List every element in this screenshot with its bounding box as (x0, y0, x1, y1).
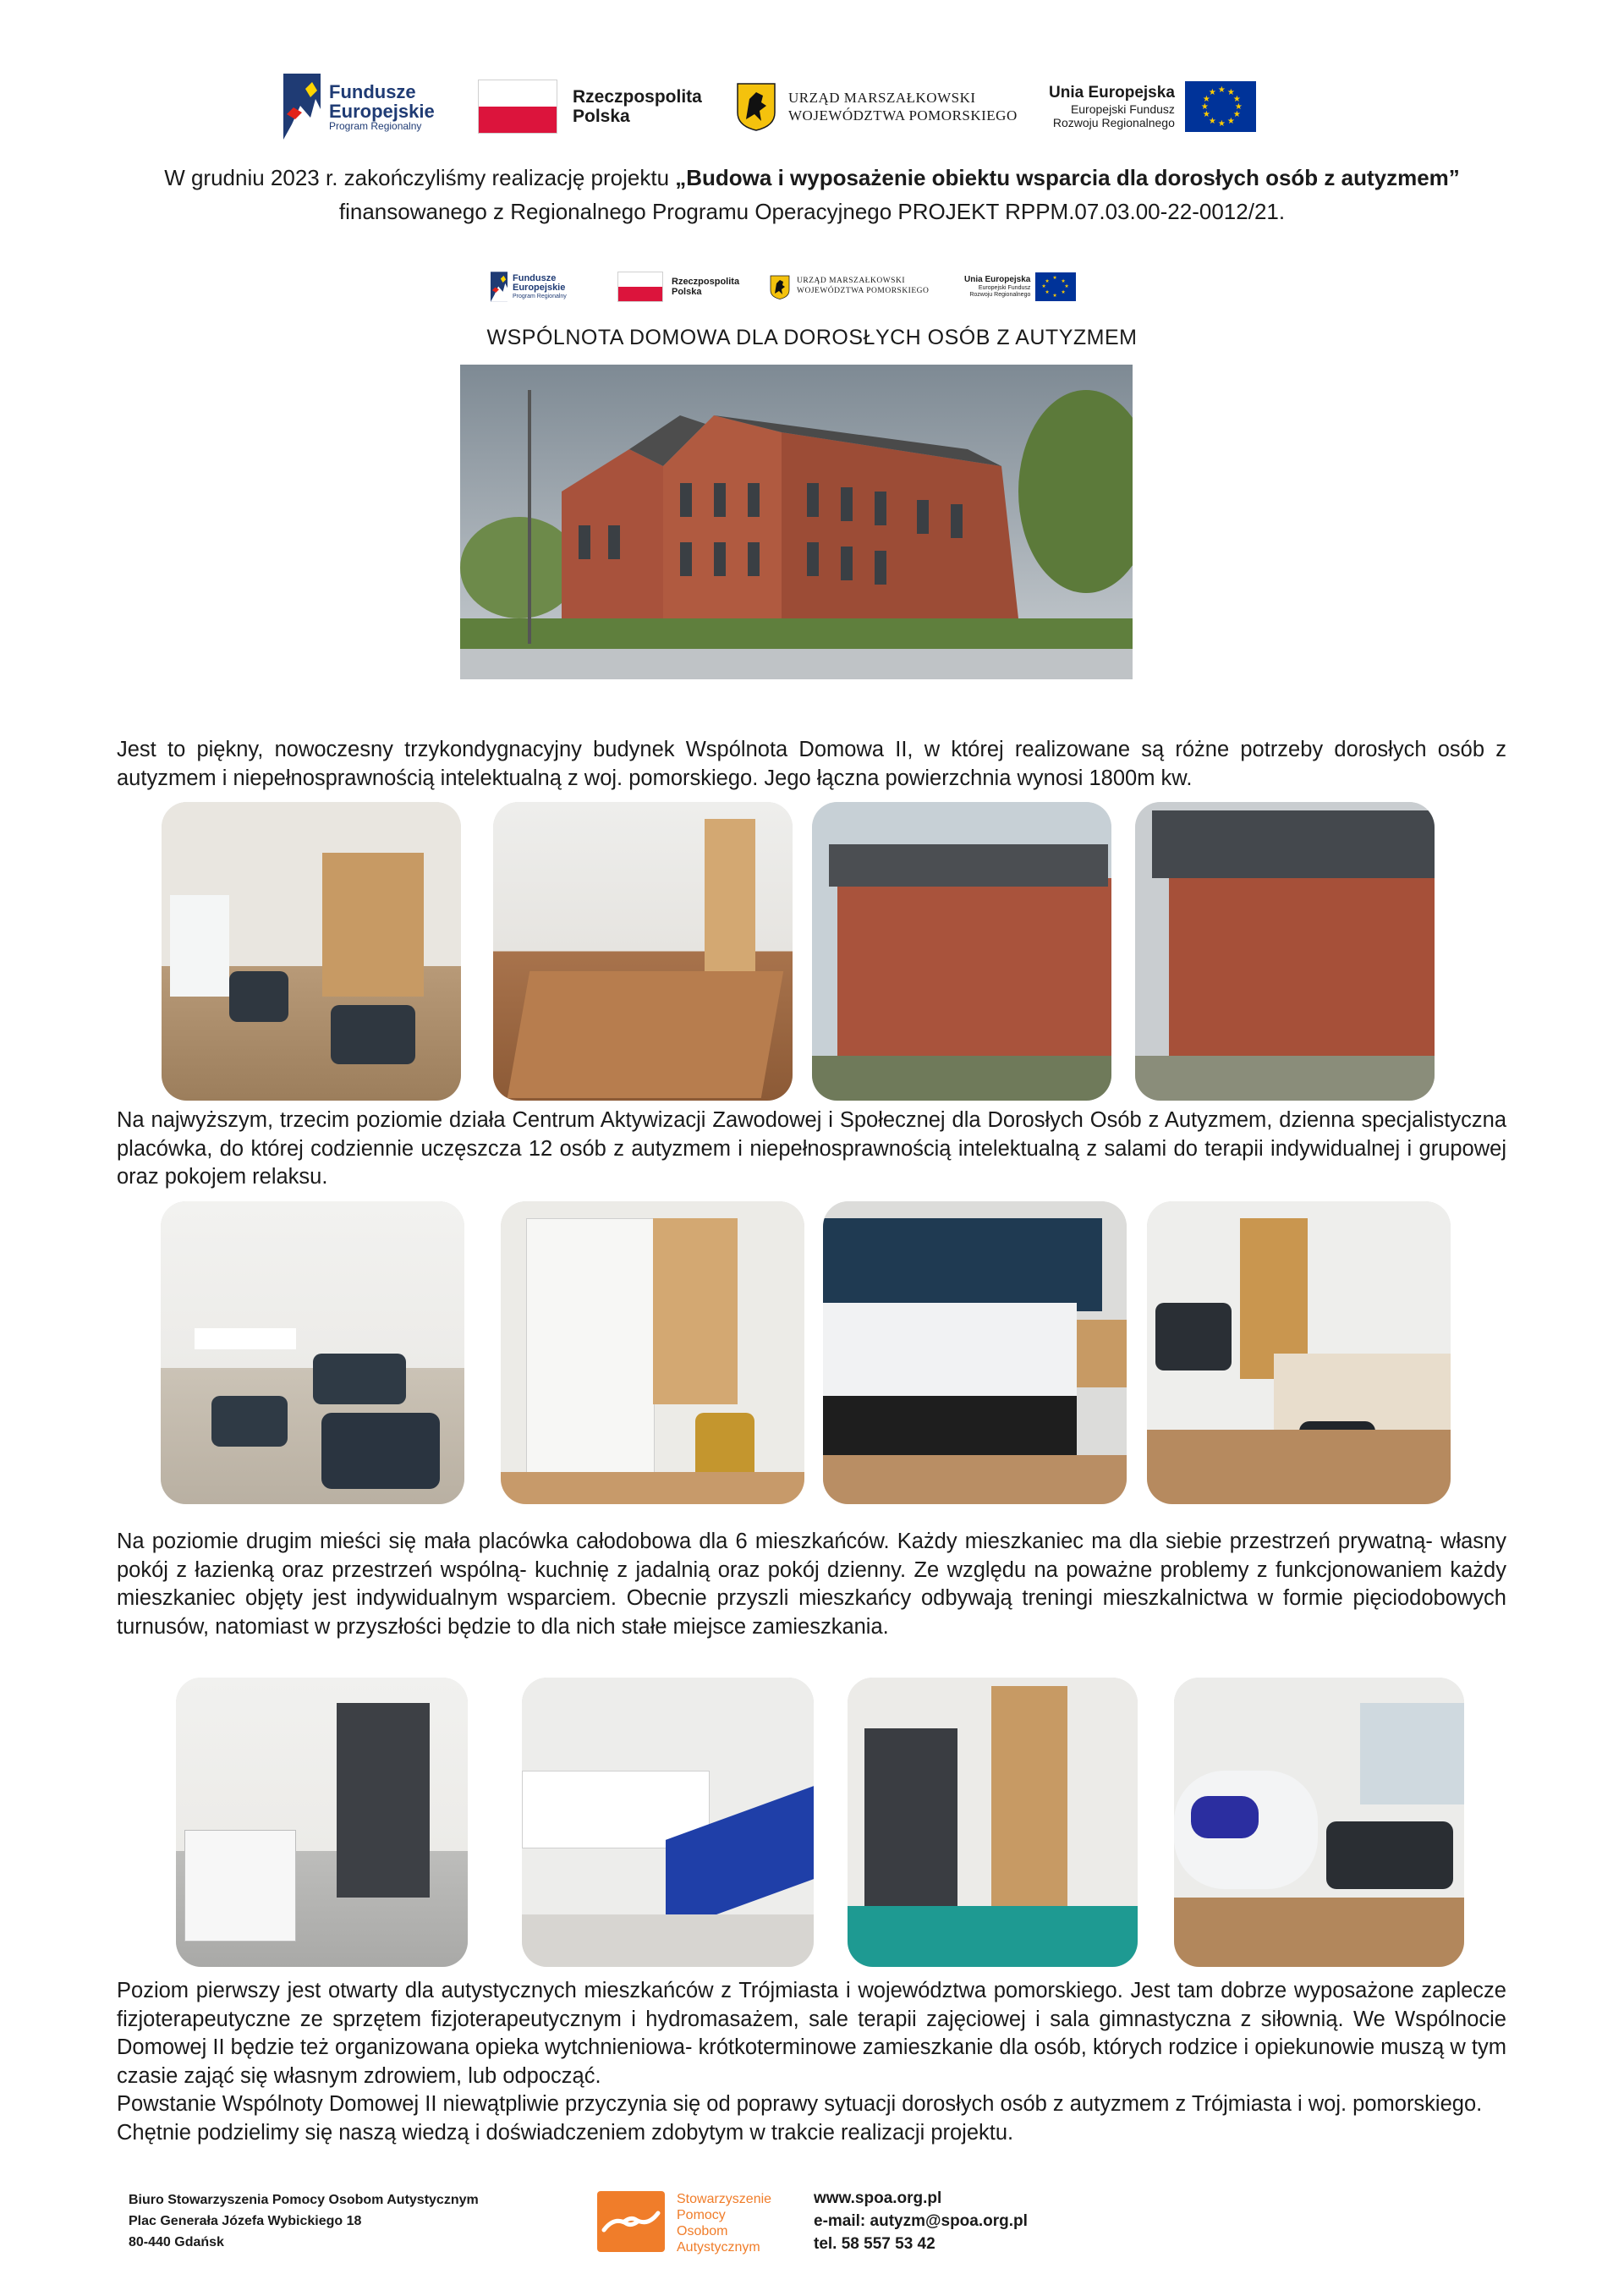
building-render-image (460, 365, 1133, 679)
fe-star-icon (283, 74, 321, 140)
photo-bedroom-bed (823, 1201, 1127, 1504)
photo-building-exterior-2 (1135, 802, 1435, 1101)
spoa-line4: Autystycznym (677, 2240, 760, 2255)
fe-line2: Europejskie (329, 100, 435, 122)
intro-project-title: „Budowa i wyposażenie obiektu wsparcia dla dorosłych osób z autyzmem” (675, 165, 1460, 190)
fe-star-icon (491, 272, 508, 302)
paragraph-building: Jest to piękny, nowoczesny trzykondygnacyjny budynek Wspólnota Domowa II, w której realizowane są różne potrzeby dorosłych osób z autyzmem i niepełnosprawnością intelektualną z woj. pomorskiego. Jego łączna powierzchnia wynosi 1800m kw. (117, 738, 1506, 790)
rp-line2: Polska (573, 107, 630, 126)
photo-hydromassage-bath (522, 1678, 814, 1967)
um-line2: WOJEWÓDZTWA POMORSKIEGO (788, 107, 1018, 124)
rzeczpospolita-polska-logo (478, 80, 727, 134)
footer-address-line3: 80-440 Gdańsk (129, 2235, 224, 2249)
photo-office-desk (1147, 1201, 1451, 1504)
photo-building-exterior-1 (812, 802, 1111, 1101)
paragraph-first-floor-c: Chętnie podzielimy się naszą wiedzą i doświadczeniem zdobytym w trakcie realizacji projektu. (117, 2120, 1014, 2145)
photo-hyperbaric-room (1174, 1678, 1464, 1967)
footer-phone: tel. 58 557 53 42 (814, 2235, 935, 2253)
paragraph-first-floor-b: Powstanie Wspólnoty Domowej II niewątpliwie przyczynia się od poprawy sytuacji dorosłych osób z autyzmem z Trójmiasta i woj. pomorskiego. (117, 2092, 1483, 2116)
ue-line3: Rozwoju Regionalnego (1052, 115, 1175, 129)
intro-part1: W grudniu 2023 r. zakończyliśmy realizację projektu (164, 165, 676, 190)
poster-title: WSPÓLNOTA DOMOWA DLA DOROSŁYCH OSÓB Z AUTYZMEM (486, 326, 1138, 349)
fe-small-line1: Fundusze (513, 272, 557, 283)
photo-wardrobe-room (501, 1201, 804, 1504)
top-logo-bar (283, 64, 1324, 149)
urzad-marszalkowski-logo (736, 82, 1040, 131)
pomorskie-griffin-icon (770, 275, 790, 299)
paragraph-third-floor: Na najwyższym, trzecim poziomie działa Centrum Aktywizacji Zawodowej i Społecznej dla Dorosłych Osób z Autyzmem, dzienna specjalistyczna placówka, do której codziennie uczęszcza 12 osób z autyzmem i niepełnosprawnością intelektualną z salami do terapii indywidualnej i grupowej oraz pokojem relaksu. (117, 1108, 1506, 1189)
fe-line1: Fundusze (329, 80, 416, 102)
poland-flag-icon (478, 80, 557, 134)
photo-therapy-hall (161, 1201, 464, 1504)
rp-line1: Rzeczpospolita (573, 86, 702, 107)
eu-flag-icon: ★ ★ ★ ★ ★ ★ ★ ★ ★ ★ ★ ★ (1185, 81, 1256, 132)
intro-paragraph (127, 161, 1497, 228)
spoa-line3: Osobom (677, 2224, 728, 2238)
intro-part2: finansowanego z Regionalnego Programu Operacyjnego PROJEKT RPPM.07.03.00-22-0012/21. (338, 199, 1286, 224)
ue-line1: Unia Europejska (1049, 83, 1175, 102)
pomorskie-griffin-icon (736, 82, 776, 131)
eu-flag-icon: ★ ★ ★ ★ ★ ★ ★ ★ (1035, 272, 1076, 301)
ue-small-line2: Europejski Fundusz (978, 284, 1031, 291)
paragraph-first-floor-a: Poziom pierwszy jest otwarty dla autystycznych mieszkańców z Trójmiasta i województwa pomorskiego. Jest tam dobrze wyposażone zaplecze fizjoterapeutyczne ze sprzętem fizjoterapeutycznym i hydromasażem, sale terapii zajęciowej i sala gimnastyczna z siłownią. We Wspólnocie Domowej II będzie też organizowana opieka wytchnieniowa- krótkoterminowe zamieszkanie dla osób, których rodzice i opiekunowie muszą w tym czasie zająć się własnym zdrowiem, lub odpocząć. (117, 1979, 1506, 2088)
footer-address-line2: Plac Generała Józefa Wybickiego 18 (129, 2214, 362, 2228)
fundusze-europejskie-logo (283, 74, 469, 140)
photo-living-room-shelves (162, 802, 461, 1101)
paragraph-second-floor: Na poziomie drugim mieści się mała placówka całodobowa dla 6 mieszkańców. Każdy mieszkaniec ma dla siebie przestrzeń prywatną- własny pokój z łazienką oraz przestrzeń wspólną- kuchnię z jadalnią oraz pokój dzienny. Ze względu na poważne problemy z funkcjonowaniem każdy mieszkaniec objęty jest indywidualnym wsparciem. Obecnie przyszli mieszkańcy odbywają treningi mieszkalnictwa w formie pięciodobowych turnusów, natomiast w przyszłości będzie to dla nich stałe miejsce zamieszkania. (117, 1530, 1506, 1639)
ue-line2: Europejski Fundusz (1070, 102, 1175, 116)
footer-address (129, 2189, 568, 2253)
spoa-logo (597, 2191, 771, 2255)
photo-laundry-room (176, 1678, 468, 1967)
fe-small-line3: Program Regionalny (513, 293, 567, 299)
ue-small-line1: Unia Europejska (964, 275, 1031, 285)
unia-europejska-logo (1049, 81, 1256, 132)
footer-website[interactable]: www.spoa.org.pl (814, 2189, 942, 2207)
spoa-line1: Stowarzyszenie (677, 2192, 772, 2206)
rp-small-line2: Polska (672, 287, 702, 297)
small-logo-bar (491, 269, 1133, 305)
paragraph-first-floor (117, 1977, 1506, 2147)
photo-gym-wall-bars (848, 1678, 1138, 1967)
um-line1: URZĄD MARSZAŁKOWSKI (788, 89, 976, 106)
um-small-line1: URZĄD MARSZAŁKOWSKI (797, 277, 905, 286)
ue-small-line3: Rozwoju Regionalnego (969, 291, 1031, 298)
footer-address-line1: Biuro Stowarzyszenia Pomocy Osobom Autystycznym (129, 2193, 479, 2207)
rzeczpospolita-polska-logo-small (617, 272, 770, 302)
rp-small-line1: Rzeczpospolita (672, 276, 740, 287)
um-small-line2: WOJEWÓDZTWA POMORSKIEGO (797, 287, 930, 295)
spoa-hands-icon (597, 2191, 665, 2252)
fe-small-line2: Europejskie (513, 283, 566, 294)
poland-flag-icon (617, 272, 663, 302)
footer-contact (814, 2187, 1152, 2255)
fe-line3: Program Regionalny (329, 119, 422, 132)
fundusze-europejskie-logo-small (491, 272, 617, 302)
photo-day-room-table (493, 802, 793, 1101)
footer-email[interactable]: e-mail: autyzm@spoa.org.pl (814, 2212, 1028, 2230)
unia-europejska-logo-small (964, 272, 1076, 301)
urzad-marszalkowski-logo-small (770, 275, 964, 299)
spoa-line2: Pomocy (677, 2208, 726, 2222)
